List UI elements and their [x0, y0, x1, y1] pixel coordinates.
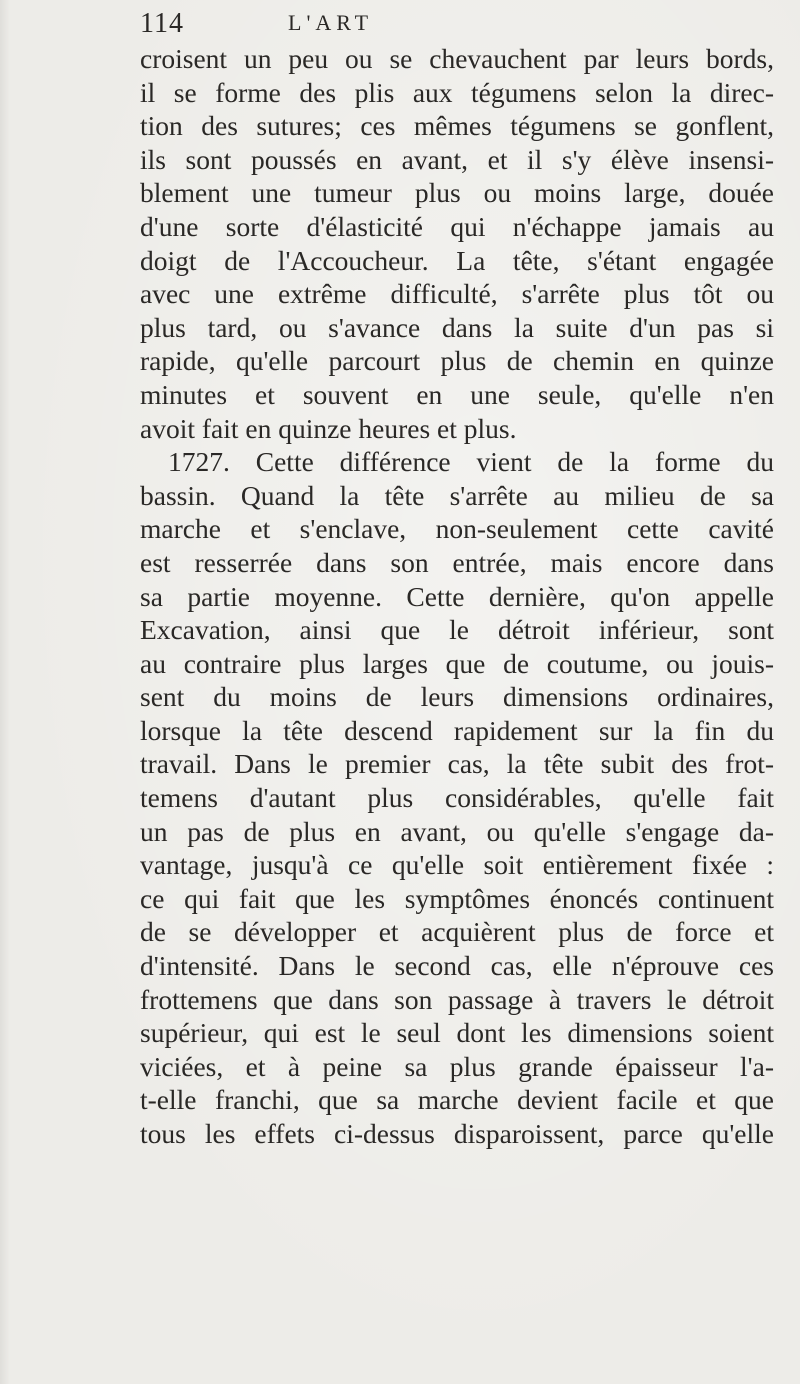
text-line: lorsque la tête descend rapidement sur la fin du	[140, 714, 774, 746]
text-line: il se forme des plis aux tégumens selon la direc-	[140, 76, 774, 108]
text-line: d'une sorte d'élasticité qui n'échappe jamais au	[140, 210, 774, 242]
text-line: vantage, jusqu'à ce qu'elle soit entièrement fixée :	[140, 849, 774, 881]
text-line: minutes et souvent en une seule, qu'elle n'en	[140, 378, 774, 410]
text-line: d'intensité. Dans le second cas, elle n'éprouve ces	[140, 950, 774, 982]
paragraph-start-line: 1727. Cette différence vient de la forme du	[168, 446, 774, 478]
page-gutter-shadow	[0, 0, 10, 1384]
text-line: t-elle franchi, que sa marche devient facile et que	[140, 1084, 774, 1116]
text-line: frottemens que dans son passage à travers le détroit	[140, 983, 774, 1015]
text-line: sa partie moyenne. Cette dernière, qu'on appelle	[140, 580, 774, 612]
text-line: ils sont poussés en avant, et il s'y élève insensi-	[140, 143, 774, 175]
text-line: doigt de l'Accoucheur. La tête, s'étant engagée	[140, 244, 774, 276]
text-line: bassin. Quand la tête s'arrête au milieu de sa	[140, 479, 774, 511]
paragraph-end-line: avoit fait en quinze heures et plus.	[140, 412, 517, 444]
text-line: au contraire plus larges que de coutume, ou jouis-	[140, 647, 774, 679]
text-line: sent du moins de leurs dimensions ordinaires,	[140, 681, 774, 713]
page-header	[140, 8, 740, 42]
text-line: plus tard, ou s'avance dans la suite d'un pas si	[140, 311, 774, 343]
text-line: Excavation, ainsi que le détroit inférieur, sont	[140, 614, 774, 646]
text-line: viciées, et à peine sa plus grande épaisseur l'a-	[140, 1050, 774, 1082]
text-line: de se développer et acquièrent plus de force et	[140, 916, 774, 948]
text-line: rapide, qu'elle parcourt plus de chemin en quinze	[140, 345, 774, 377]
text-line: est resserrée dans son entrée, mais encore dans	[140, 546, 774, 578]
text-line: supérieur, qui est le seul dont les dimensions soient	[140, 1017, 774, 1049]
text-line: croisent un peu ou se chevauchent par leurs bords,	[140, 43, 774, 74]
body-text	[140, 42, 774, 1151]
page-number: 114	[140, 8, 184, 39]
text-line: tous les effets ci-dessus disparoissent, parce qu'elle	[140, 1118, 774, 1149]
text-line: tion des sutures; ces mêmes tégumens se gonflent,	[140, 110, 774, 142]
text-line: blement une tumeur plus ou moins large, douée	[140, 177, 774, 209]
text-line: marche et s'enclave, non-seulement cette cavité	[140, 513, 774, 545]
text-line: un pas de plus en avant, ou qu'elle s'engage da-	[140, 815, 774, 847]
text-line: temens d'autant plus considérables, qu'elle fait	[140, 782, 774, 814]
text-line: avec une extrême difficulté, s'arrête plus tôt ou	[140, 278, 774, 310]
text-line: travail. Dans le premier cas, la tête subit des frot-	[140, 748, 774, 780]
text-line: ce qui fait que les symptômes énoncés continuent	[140, 882, 774, 914]
running-head: L'ART	[288, 10, 374, 35]
